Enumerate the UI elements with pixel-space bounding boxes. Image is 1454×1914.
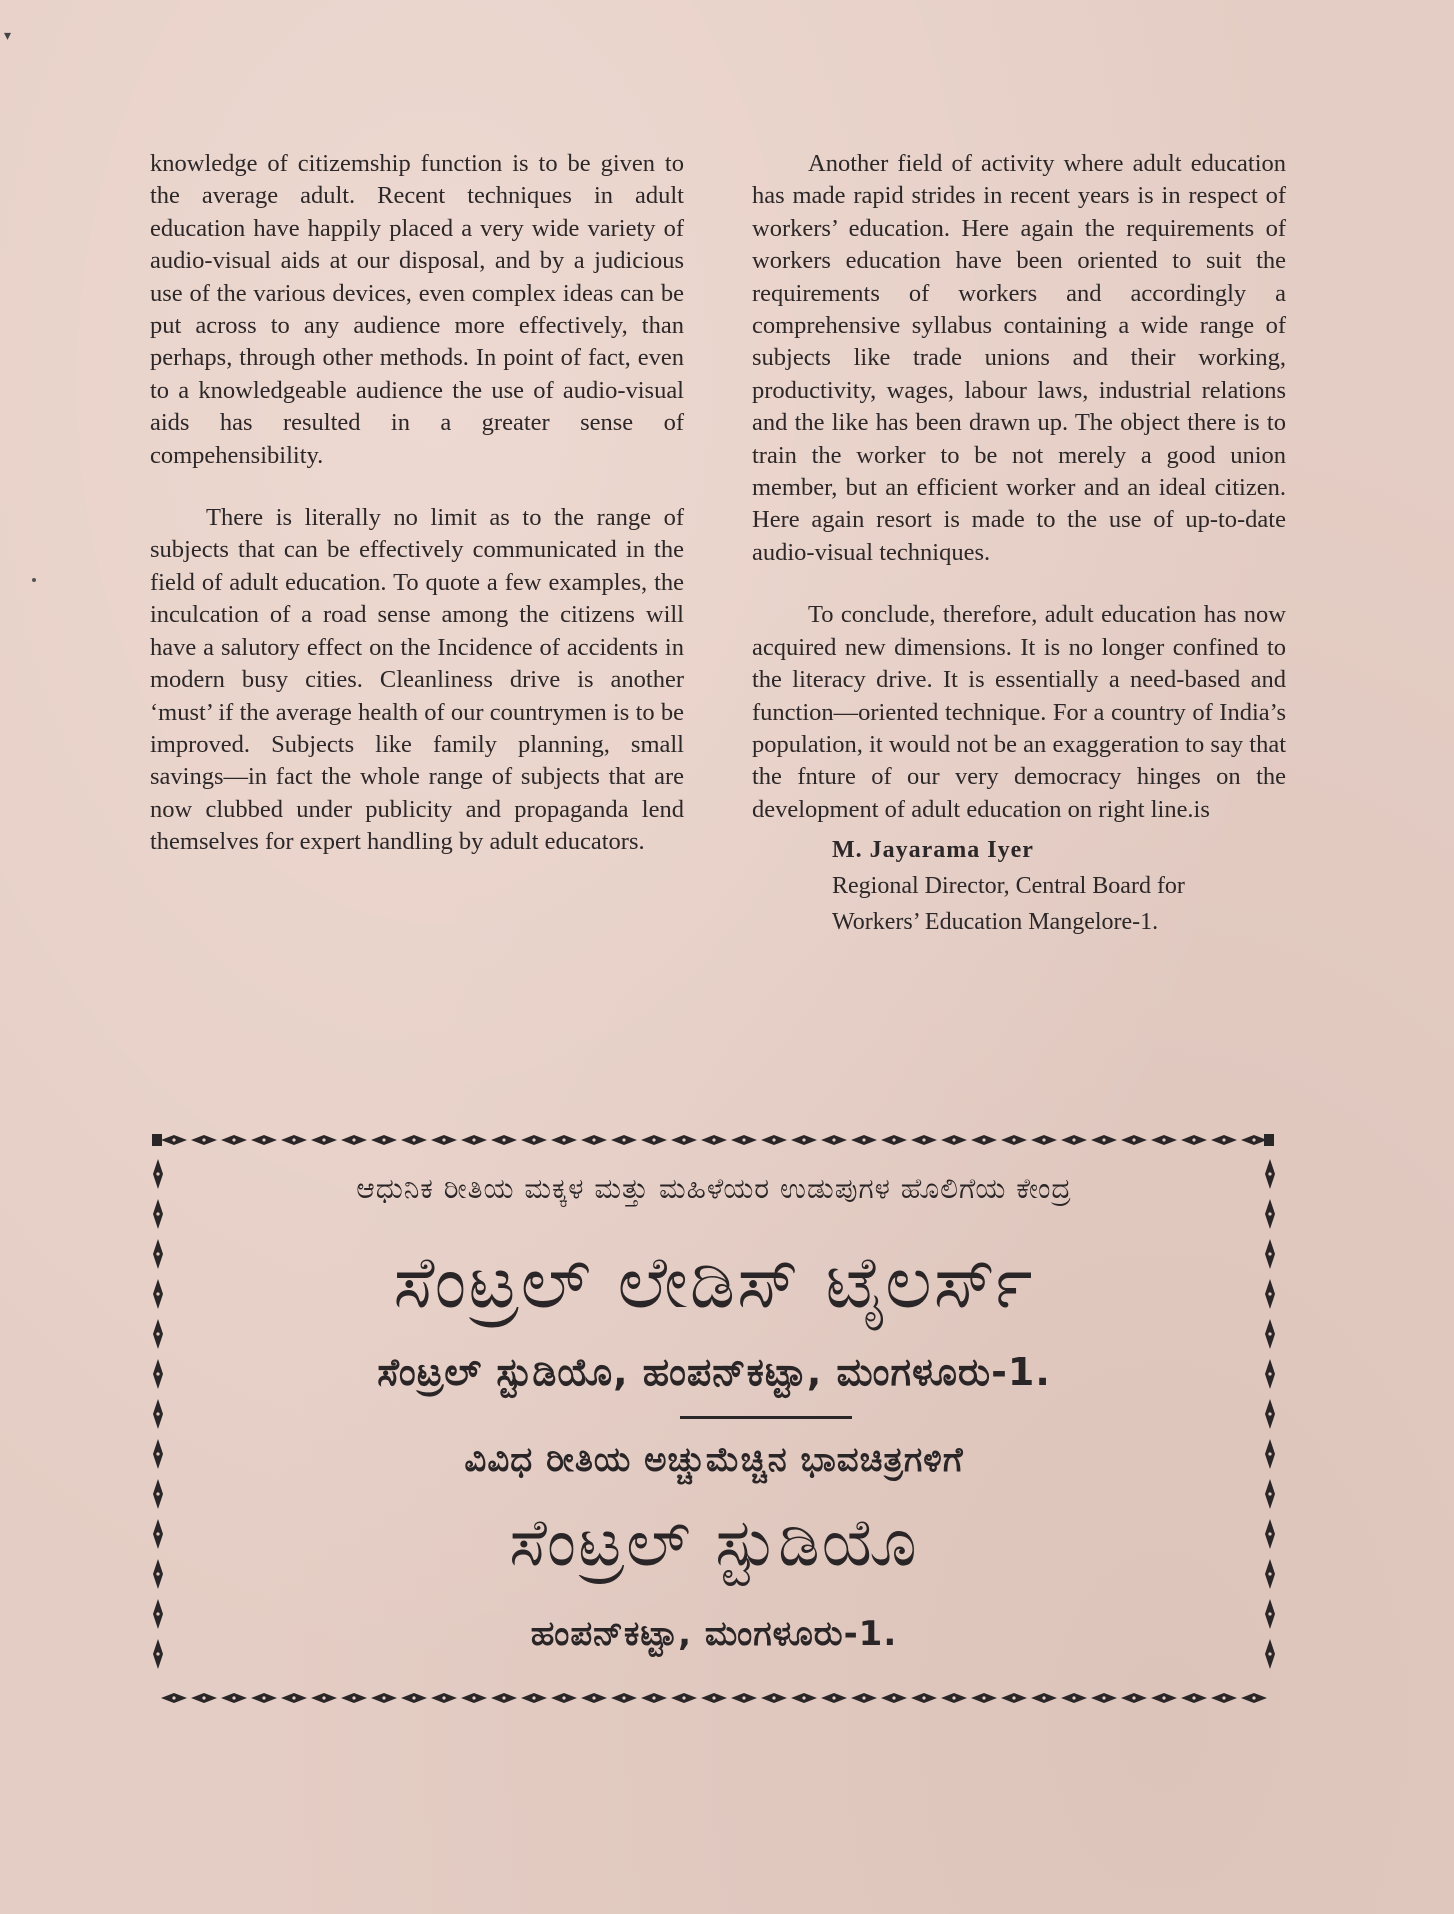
tailors-address: ಸೆಂಟ್ರಲ್ ಸ್ಟುಡಿಯೊ, ಹಂಪನ್‌ಕಟ್ಟಾ, ಮಂಗಳೂರು-1. (377, 1350, 1051, 1394)
advertisement-box (150, 1128, 1278, 1712)
signature-block (832, 832, 1286, 940)
author-title-line-2: Workers’ Education Mangelore-1. (832, 909, 1159, 936)
tailors-name: ಸೆಂಟ್ರಲ್ ಲೇಡಿಸ್ ಟೈಲರ್ಸ್ (393, 1240, 1035, 1324)
author-name: M. Jayarama Iyer (832, 837, 1034, 864)
right-paragraph-1: Another field of activity where adult education has made rapid strides in recent years is in respect of workers’ education. Here again the requirements of workers education have been oriented to suit the requirements of workers and accordingly a comprehensive syllabus containing a wide range of subjects like trade unions and their working, productivity, wages, labour laws, industrial relations and the like has been drawn up. The object there is to train the worker to be not merely a good union member, but an efficient worker and an ideal citizen. Here again resort is made to the use of up-to-date audio-visual techniques. (752, 150, 1286, 566)
corner-mark: ▾ (4, 28, 12, 44)
border-top (161, 1135, 1267, 1145)
stray-dot (32, 578, 36, 582)
studio-name: ಸೆಂಟ್ರಲ್ ಸ್ಟುಡಿಯೊ (509, 1504, 919, 1581)
border-right (1265, 1159, 1275, 1669)
advertisement-content (190, 1164, 1238, 1676)
author-title-line-1: Regional Director, Central Board for (832, 873, 1185, 900)
left-column (150, 148, 684, 889)
right-column (752, 148, 1286, 940)
right-paragraph-2: To conclude, therefore, adult education has now acquired new dimensions. It is no longer confined to the literacy drive. It is essentially a need-based and function—oriented technique. For a country of India’s population, it would not be an exaggeration to say that the fnture of our very democracy hinges on the development of adult education on right line.is (752, 601, 1286, 823)
left-paragraph-2: There is literally no limit as to the range of subjects that can be effectively communicated in the field of adult education. To quote a few examples, the inculcation of a road sense among the citizens will have a salutory effect on the Incidence of accidents in modern busy cities. Cleanliness drive is another ‘must’ if the average health of our countrymen is to be improved. Subjects like family planning, small savings—in fact the whole range of subjects that are now clubbed under publicity and propaganda lend themselves for expert handling by adult educators. (150, 504, 684, 856)
tailors-tagline: ಆಧುನಿಕ ರೀತಿಯ ಮಕ್ಕಳ ಮತ್ತು ಮಹಿಳೆಯರ ಉಡುಪುಗಳ ಹೊಲಿಗೆಯ ಕೇಂದ್ರ (356, 1172, 1072, 1205)
divider-rule (680, 1416, 852, 1419)
border-left (153, 1159, 163, 1669)
left-paragraph-1: knowledge of citizemship function is to be given to the average adult. Recent techniques in adult education have happily placed a very wide variety of audio-visual aids at our disposal, and by a judicious use of the various devices, even complex ideas can be put across to any audience more effectively, than perhaps, through other methods. In point of fact, even to a knowledgeable audience the use of audio-visual aids has resulted in a greater sense of compehensibility. (150, 150, 684, 469)
studio-address: ಹಂಪನ್‌ಕಟ್ಟಾ, ಮಂಗಳೂರು-1. (530, 1614, 898, 1654)
studio-tagline: ವಿವಿಧ ರೀತಿಯ ಅಚ್ಚುಮೆಚ್ಚಿನ ಭಾವಚಿತ್ರಗಳಿಗೆ (464, 1440, 964, 1480)
border-bottom (161, 1693, 1267, 1703)
